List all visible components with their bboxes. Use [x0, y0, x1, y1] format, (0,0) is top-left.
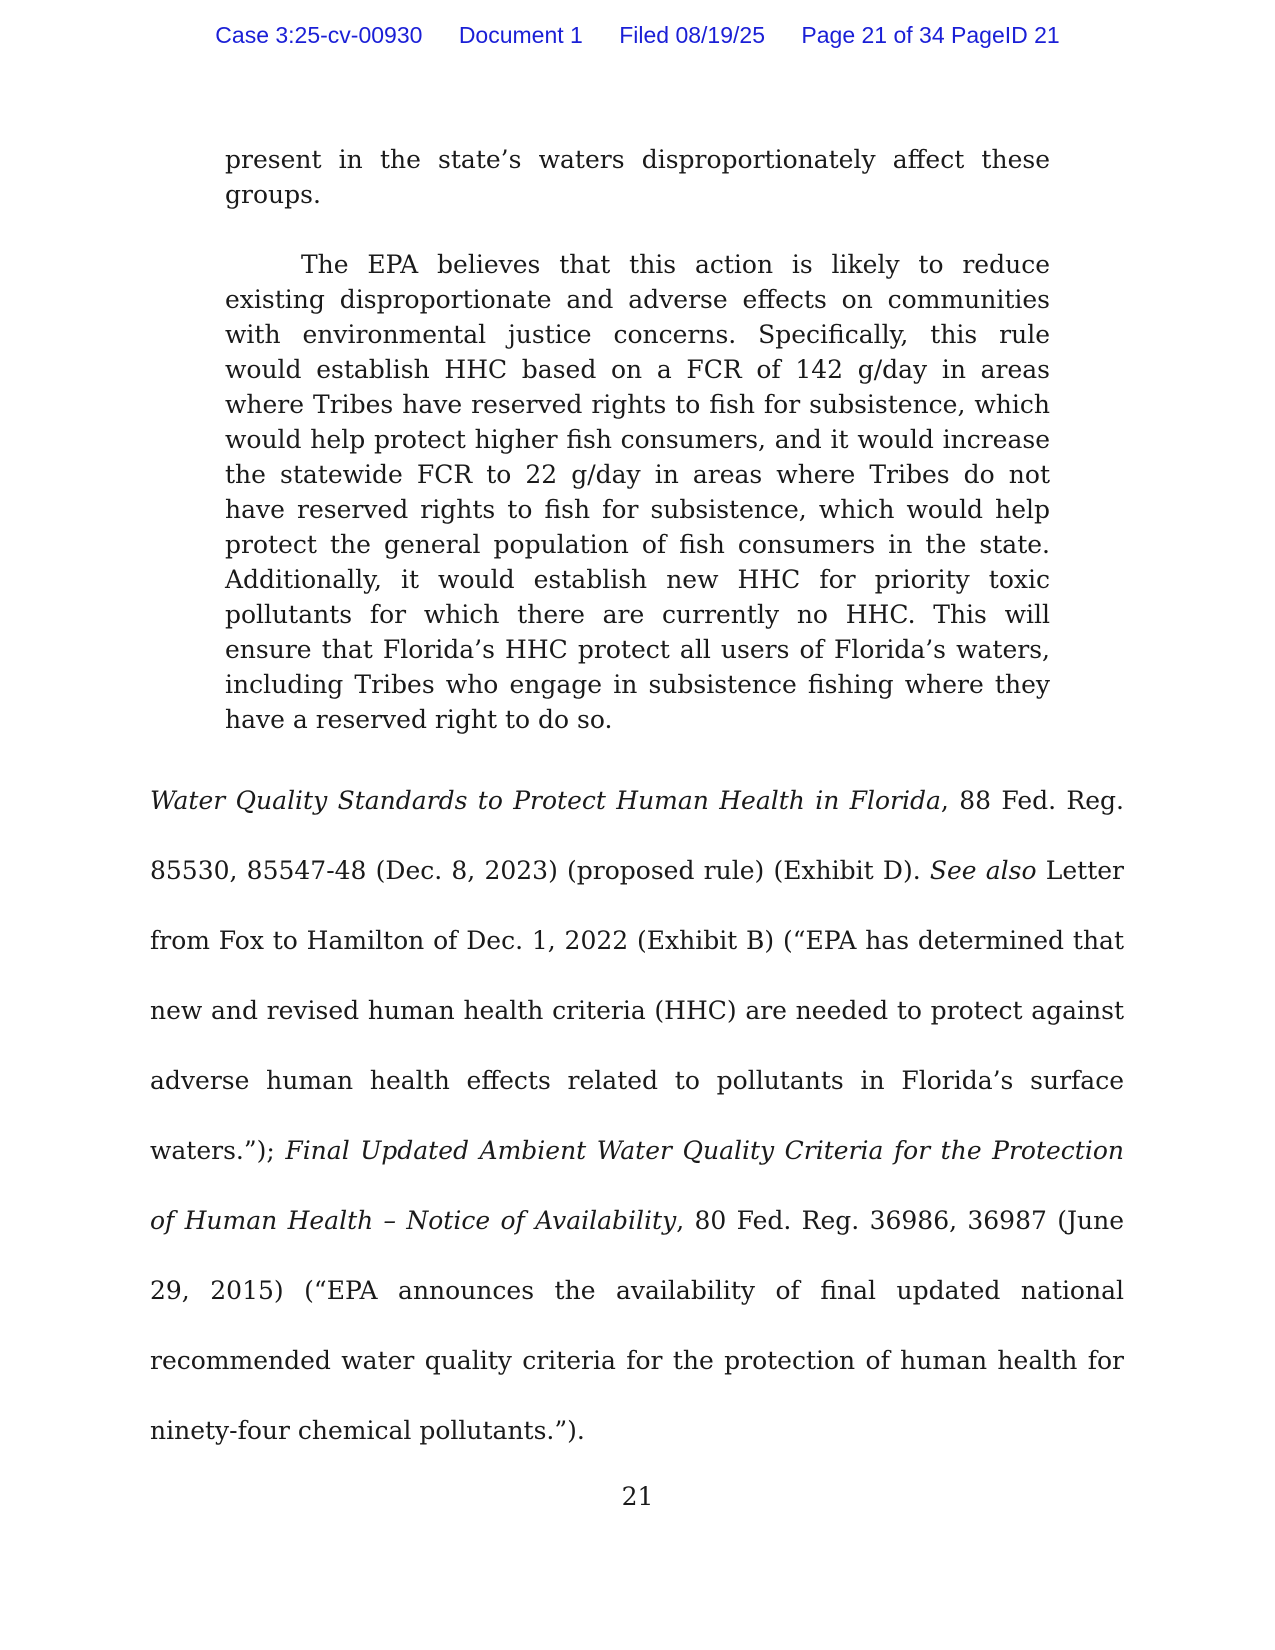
- citation-paragraph: [150, 766, 1124, 1466]
- header-filed-date: Filed 08/19/25: [619, 22, 765, 48]
- header-case-number: Case 3:25-cv-00930: [215, 22, 423, 48]
- block-quote-paragraph-1: present in the state’s waters disproportionately affect these groups.: [225, 145, 1050, 209]
- header-page-info: Page 21 of 34 PageID 21: [801, 22, 1060, 48]
- citation-text-3: , 80 Fed. Reg. 36986, 36987 (June 29, 2015) (“EPA announces the availability of final updated national recommended water quality criteria for the protection of human health for ninety-four chemical pollutants.”).: [150, 1206, 1124, 1445]
- case-header: [0, 22, 1275, 49]
- header-document: Document 1: [458, 22, 583, 48]
- block-quote-paragraph-2: The EPA believes that this action is likely to reduce existing disproportionate and adverse effects on communities with environmental justice concerns. Specifically, this rule would establish HHC based on a FCR of 142 g/day in areas where Tribes have reserved rights to fish for subsistence, which would help protect higher fish consumers, and it would increase the statewide FCR to 22 g/day in areas where Tribes do not have reserved rights to fish for subsistence, which would help protect the general population of fish consumers in the state. Additionally, it would establish new HHC for priority toxic pollutants for which there are currently no HHC. This will ensure that Florida’s HHC protect all users of Florida’s waters, including Tribes who engage in subsistence fishing where they have a reserved right to do so.: [225, 250, 1050, 734]
- page-number: 21: [621, 1482, 654, 1511]
- citation-text-2: Letter from Fox to Hamilton of Dec. 1, 2022 (Exhibit B) (“EPA has determined that new and revised human health criteria (HHC) are needed to protect against adverse human health effects related to pollutants in Florida’s surface waters.”);: [150, 856, 1124, 1165]
- citation-see-also: See also: [929, 856, 1037, 885]
- citation-title-1: Water Quality Standards to Protect Human Health in Florida: [150, 786, 941, 815]
- citation-title-2: Final Updated Ambient Water Quality Criteria for the Protection of Human Health – Notice of Availability: [150, 1136, 1124, 1235]
- citation-text-1: , 88 Fed. Reg. 85530, 85547-48 (Dec. 8, 2023) (proposed rule) (Exhibit D).: [150, 786, 1124, 885]
